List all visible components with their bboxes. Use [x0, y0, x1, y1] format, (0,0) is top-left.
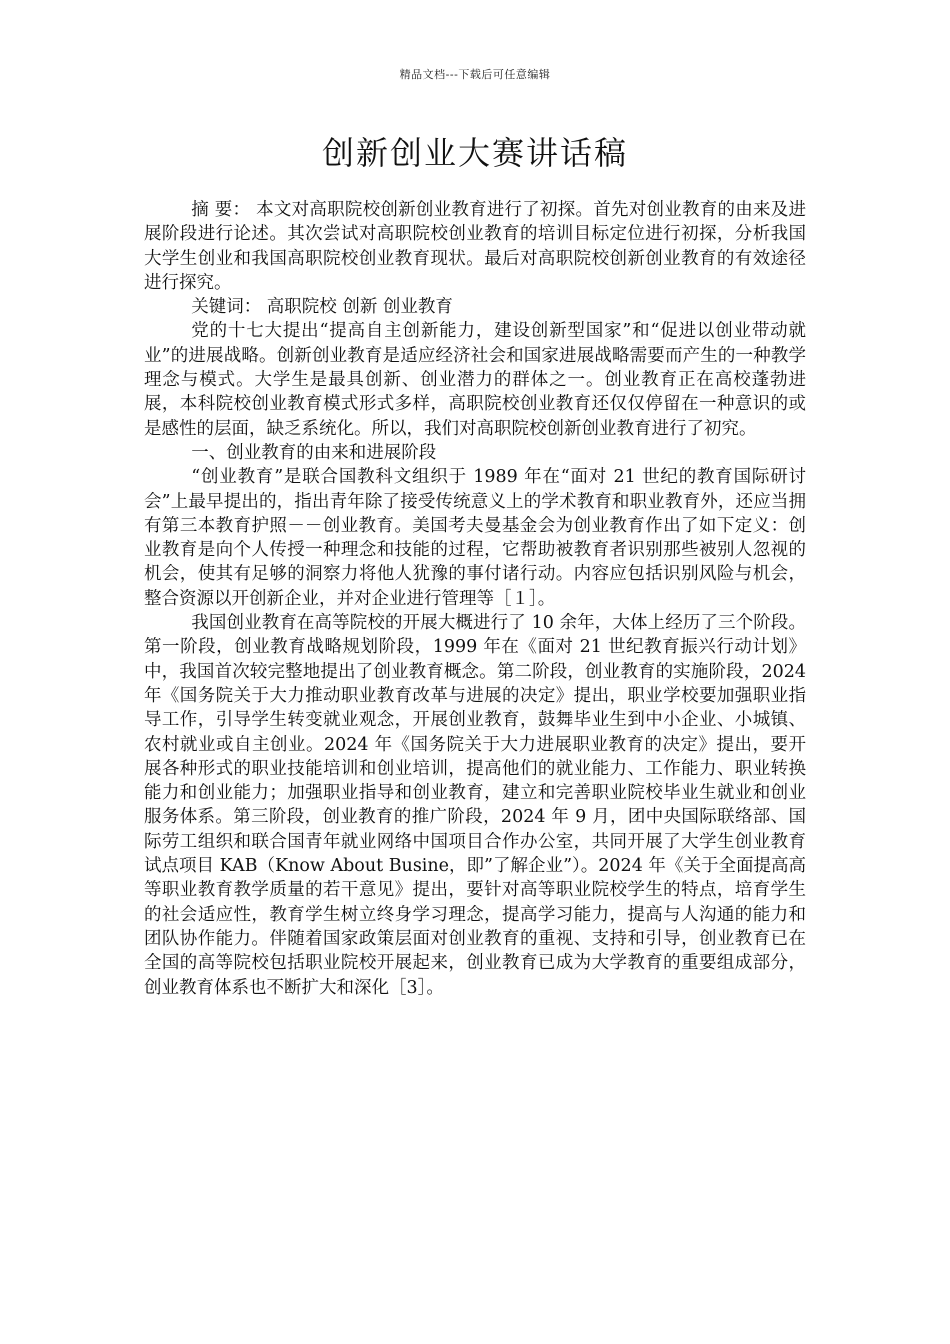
- document-title: 创新创业大赛讲话稿: [321, 134, 628, 172]
- abstract-paragraph: 摘 要： 本文对高职院校创新创业教育进行了初探。首先对创业教育的由来及进展阶段进行论述。其次尝试对高职院校创业教育的培训目标定位进行初探，分析我国大学生创业和我国高职院校创业教育现状。最后对高职院校创新创业教育的有效途径进行探究。: [144, 200, 806, 293]
- body-paragraph: 我国创业教育在高等院校的开展大概进行了 10 余年，大体上经历了三个阶段。第一阶段，创业教育战略规划阶段，1999 年在《面对 21 世纪教育振兴行动计划》中，我国首次较完整地提出了创业教育概念。第二阶段，创业教育的实施阶段，2024 年《国务院关于大力推动职业教育改革与进展的决定》提出，职业学校要加强职业指导工作，引导学生转变就业观念，开展创业教育，鼓舞毕业生到中小企业、小城镇、农村就业或自主创业。2024 年《国务院关于大力进展职业教育的决定》提出，要开展各种形式的职业技能培训和创业培训，提高他们的就业能力、工作能力、职业转换能力和创业能力；加强职业指导和创业教育，建立和完善职业院校毕业生就业和创业服务体系。第三阶段，创业教育的推广阶段，2024 年 9 月，团中央国际联络部、国际劳工组织和联合国青年就业网络中国项目合作办公室，共同开展了大学生创业教育试点项目 KAB（Know About Busine，即”了解企业”）。2024 年《关于全面提高高等职业教育教学质量的若干意见》提出，要针对高等职业院校学生的特点，培育学生的社会适应性，教育学生树立终身学习理念，提高学习能力，提高与人沟通的能力和团队协作能力。伴随着国家政策层面对创业教育的重视、支持和引导，创业教育已在全国的高等院校包括职业院校开展起来，创业教育已成为大学教育的重要组成部分，创业教育体系也不断扩大和深化［3］。: [144, 613, 806, 998]
- document-body: [144, 198, 806, 1000]
- body-paragraph: “创业教育”是联合国教科文组织于 1989 年在“面对 21 世纪的教育国际研讨会”上最早提出的，指出青年除了接受传统意义上的学术教育和职业教育外，还应当拥有第三本教育护照－－创业教育。美国考夫曼基金会为创业教育作出了如下定义：创业教育是向个人传授一种理念和技能的过程，它帮助被教育者识别那些被别人忽视的机会，使其有足够的洞察力将他人犹豫的事付诸行动。内容应包括识别风险与机会，整合资源以开创新企业，并对企业进行管理等［１］。: [144, 467, 806, 609]
- page-header-note: 精品文档---下载后可任意编辑: [399, 68, 551, 81]
- keywords-paragraph: 关键词： 高职院校 创新 创业教育: [191, 297, 453, 318]
- section-heading: 一、创业教育的由来和进展阶段: [191, 442, 437, 463]
- intro-paragraph: 党的十七大提出“提高自主创新能力，建设创新型国家”和“促进以创业带动就业”的进展战略。创新创业教育是适应经济社会和国家进展战略需要而产生的一种教学理念与模式。大学生是最具创新、创业潜力的群体之一。创业教育正在高校蓬勃进展，本科院校创业教育模式形式多样，高职院校创业教育还仅仅停留在一种意识的或是感性的层面，缺乏系统化。所以，我们对高职院校创新创业教育进行了初究。: [144, 321, 806, 439]
